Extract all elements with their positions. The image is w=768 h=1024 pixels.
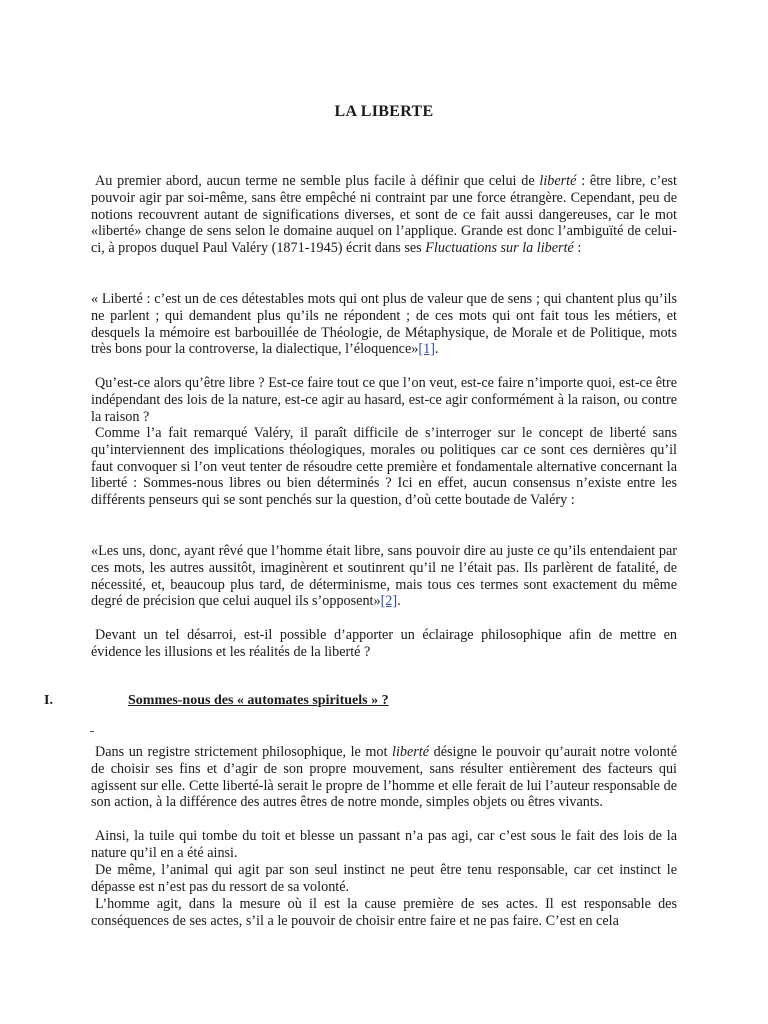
disarray-paragraph: Devant un tel désarroi, est-il possible d’apporter un éclairage philosophique afin de mettre en évidence les illusions et les réalités de la liberté ? xyxy=(91,627,677,660)
quote-paragraph-1 xyxy=(91,291,677,358)
intro-text-3: : xyxy=(573,240,582,257)
section-title: Sommes-nous des « automates spirituels » ? xyxy=(128,693,389,708)
section-paragraph-3: De même, l’animal qui agit par son seul instinct ne peut être tenu responsable, car cet instinct le dépasse est n’est pas du ressort de sa volonté. xyxy=(91,862,677,895)
section-number: I. xyxy=(44,693,53,708)
intro-text-2: : être libre, c’est pouvoir agir par soi-même, sans être empêché ni contraint par une force étrangère. Cependant, peu de notions recouvrent autant de significations diverses, et sont de ce fait aussi dangereuses, car le mot «liberté» change de sens selon le domaine auquel on l’applique. Grande est donc l’ambiguïté de celui-ci, à propos duquel Paul Valéry (1871-1945) écrit dans ses xyxy=(91,173,678,257)
intro-text-1: Au premier abord, aucun terme ne semble plus facile à définir que celui de xyxy=(95,173,540,189)
section-paragraph-4: L’homme agit, dans la mesure où il est la cause première de ses actes. Il est responsable des conséquences de ses actes, s’il a le pouvoir de choisir entre faire et ne pas faire. C’est en cela xyxy=(91,896,677,929)
quote-paragraph-2 xyxy=(91,543,677,610)
section-1-emphasis: liberté xyxy=(392,744,430,760)
quote-1-text: « Liberté : c’est un de ces détestables mots qui ont plus de valeur que de sens ; qui chantent plus qu’ils ne parlent ; qui demandent plus qu’ils ne répondent ; de ces mots qui ont fait tous les métiers, et desquels la mémoire est barbouillée de Théologie, de Métaphysique, de Morale et de Politique, mots très bons pour la controverse, la dialectique, l’éloquence» xyxy=(91,291,677,358)
intro-paragraph xyxy=(91,173,677,257)
section-1-text-1: Dans un registre strictement philosophique, le mot xyxy=(95,744,393,760)
section-paragraph-1 xyxy=(91,744,677,811)
footnote-link-1[interactable]: [1] xyxy=(418,341,435,358)
quote-1-end: . xyxy=(434,341,439,358)
remark-paragraph: Comme l’a fait remarqué Valéry, il paraît difficile de s’interroger sur le concept de liberté sans qu’interviennent des implications théologiques, morales ou politiques car ce sont ces dernières qu’il faut convoquer si l’on veut tenter de résoudre cette première et fondamentale alternative concernant la liberté : Sommes-nous libres ou bien déterminés ? Ici en effet, aucun consensus n’existe entre les différents penseurs qui se sont penchés sur la question, d’où cette boutade de Valéry : xyxy=(91,425,677,509)
stray-mark xyxy=(90,731,94,732)
section-paragraph-2: Ainsi, la tuile qui tombe du toit et blesse un passant n’a pas agi, car c’est sous le fait des lois de la nature qu’il en a été ainsi. xyxy=(91,828,677,861)
intro-emphasis-1: liberté xyxy=(539,173,577,189)
footnote-link-2[interactable]: [2] xyxy=(380,593,398,610)
section-1-text-2: désigne le pouvoir qu’aurait notre volonté de choisir ses fins et d’agir de son propre mouvement, sans résulter entièrement des facteurs qui agissent sur elle. Cette liberté-là serait le propre de l’homme et elle ferait de lui l’auteur responsable de son action, à la différence des autres êtres de notre monde, simples objets ou êtres vivants. xyxy=(91,744,677,811)
quote-2-text: «Les uns, donc, ayant rêvé que l’homme était libre, sans pouvoir dire au juste ce qu’ils entendaient par ces mots, les autres aussitôt, imaginèrent et soutinrent qu’il ne l’était pas. Ils parlèrent de fatalité, de nécessité, et, beaucoup plus tard, de déterminisme, mais tous ces termes sont exactement du même degré de précision que celui auquel ils s’opposent» xyxy=(91,543,677,610)
quote-2-end: . xyxy=(397,593,401,610)
page-title: LA LIBERTE xyxy=(334,103,434,120)
questions-paragraph: Qu’est-ce alors qu’être libre ? Est-ce faire tout ce que l’on veut, est-ce faire n’importe quoi, est-ce être indépendant des lois de la nature, est-ce agir au hasard, est-ce agir conformément à la raison, ou contre la raison ? xyxy=(91,375,677,425)
intro-emphasis-2: Fluctuations sur la liberté xyxy=(425,240,574,257)
